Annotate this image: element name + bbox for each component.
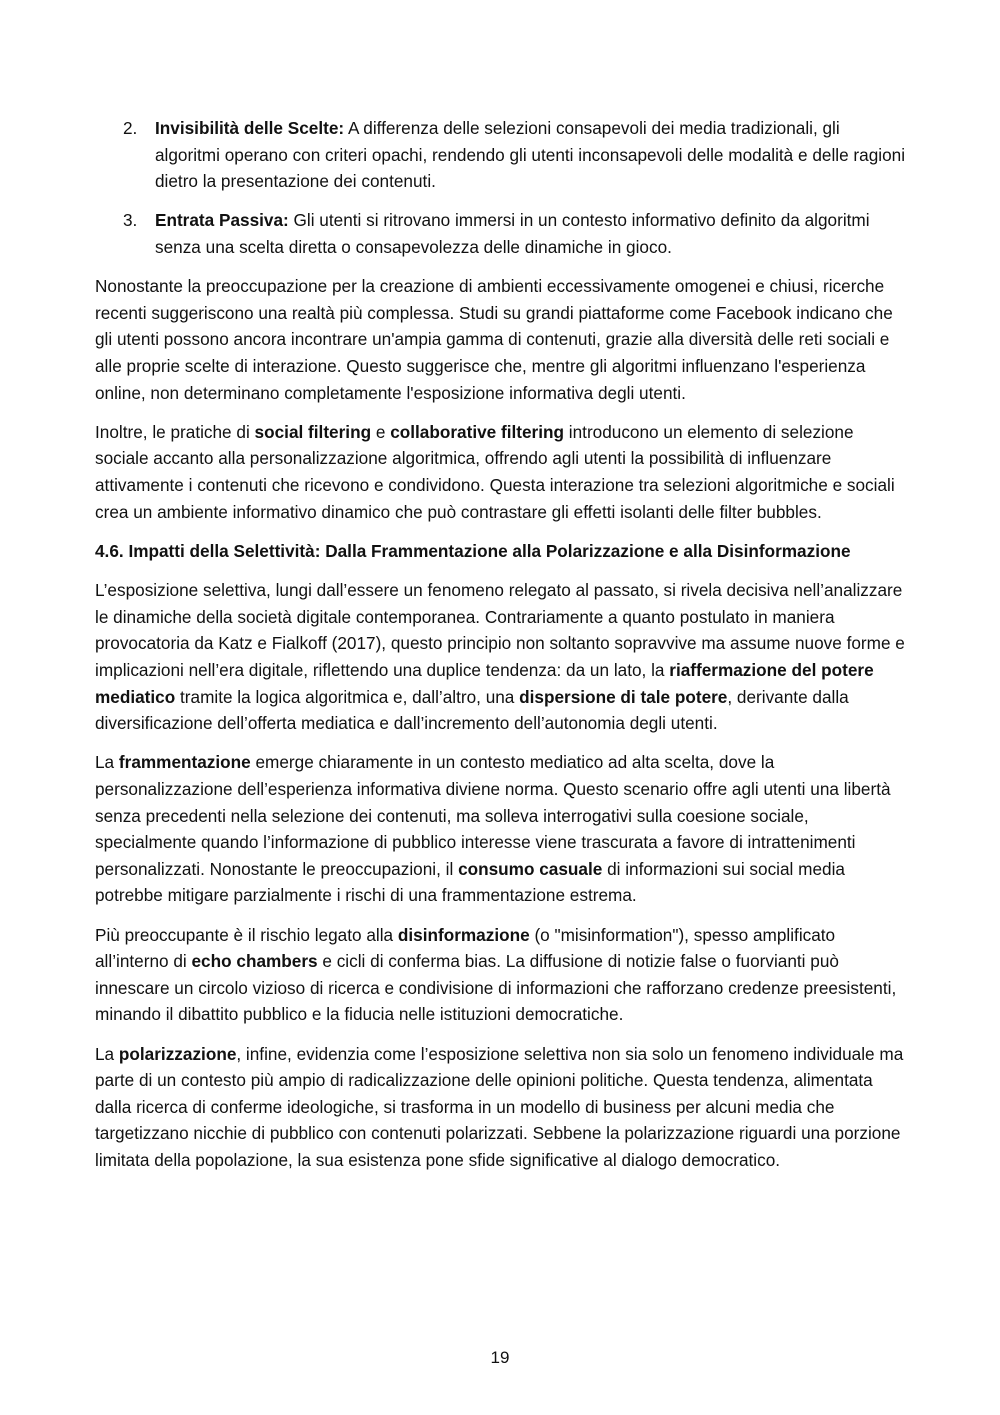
paragraph [95, 577, 907, 737]
paragraph [95, 419, 907, 525]
text-run: (o "misinformation"), spesso amplificato all’interno di [95, 924, 836, 972]
bold-term: polarizzazione [118, 1043, 237, 1064]
text-run: introducono un elemento di selezione sociale accanto alla personalizzazione algoritmica, offrendo agli utenti la possibilità di influenzare attivamente i contenuti che ricevono e condividono. Questa interazione tra selezioni algoritmiche e sociali crea un ambiente informativo dinamico che può contrastare gli effetti isolanti delle filter bubbles. [95, 421, 895, 522]
bold-term: dispersione di tale potere [519, 686, 728, 707]
list-text: Gli utenti si ritrovano immersi in un contesto informativo definito da algoritmi senza una scelta diretta o consapevolezza delle dinamiche in gioco. [155, 210, 870, 257]
page-number: 19 [490, 1348, 510, 1367]
bold-term: disinformazione [397, 924, 530, 945]
text-run: emerge chiaramente in un contesto mediatico ad alta scelta, dove la personalizzazione dell’esperienza informativa diviene norma. Questo scenario offre agli utenti una libertà senza precedenti nella selezione dei contenuti, ma solleva interrogativi sulla coesione sociale, specialmente quando l’informazione di pubblico interesse viene trascurata a favore di intrattenimenti personalizzati. Nonostante le preoccupazioni, il [95, 752, 891, 879]
bold-term: frammentazione [118, 752, 251, 773]
bold-term: riaffermazione del potere mediatico [95, 660, 874, 707]
text-run: La [95, 752, 119, 773]
paragraph [95, 749, 907, 909]
paragraph [95, 1041, 907, 1174]
bold-term: collaborative filtering [390, 421, 565, 442]
text-run: Inoltre, le pratiche di [95, 421, 255, 442]
text-run: e cicli di conferma bias. La diffusione di notizie false o fuorvianti può innescare un circolo vizioso di ricerca e condivisione di informazioni che rafforzano credenze preesistenti, minando il dibattito pubblico e la fiducia nelle istituzioni democratiche. [95, 951, 897, 1025]
numbered-list [95, 115, 907, 261]
bold-term: echo chambers [191, 951, 318, 972]
bold-term: social filtering [254, 421, 372, 442]
text-run: Più preoccupante è il rischio legato alla [95, 924, 398, 945]
text-run: di informazioni sui social media potrebbe mitigare parzialmente i rischi di una frammentazione estrema. [95, 858, 845, 906]
text-run: tramite la logica algoritmica e, dall’altro, una [175, 686, 520, 707]
bold-term: consumo casuale [458, 858, 603, 879]
list-term: Invisibilità delle Scelte: [155, 118, 345, 138]
list-number: 2. [123, 118, 138, 138]
list-item [95, 115, 907, 195]
list-term: Entrata Passiva: [155, 210, 289, 231]
section-heading: 4.6. Impatti della Selettività: Dalla Frammentazione alla Polarizzazione e alla Disinformazione [95, 540, 851, 561]
list-number: 3. [123, 210, 138, 231]
text-run: , infine, evidenzia come l’esposizione selettiva non sia solo un fenomeno individuale ma parte di un contesto più ampio di radicalizzazione delle opinioni politiche. Questa tendenza, alimentata dalla ricerca di conferme ideologiche, si trasforma in un modello di business per alcuni media che targetizzano nicchie di pubblico con contenuti polarizzati. Sebbene la polarizzazione riguardi una porzione limitata della popolazione, la sua esistenza pone sfide significative al dialogo democratico. [95, 1043, 904, 1170]
text-run: , derivante dalla diversificazione dell’offerta mediatica e dall’incremento dell’autonomia degli utenti. [95, 686, 849, 734]
text-run: e [371, 421, 391, 442]
paragraph [95, 922, 907, 1028]
page-content [95, 115, 907, 1186]
list-item [95, 207, 907, 260]
text-run: La [95, 1043, 119, 1064]
list-text: A differenza delle selezioni consapevoli dei media tradizionali, gli algoritmi operano con criteri opachi, rendendo gli utenti inconsapevoli delle modalità e delle ragioni dietro la presentazione dei contenuti. [155, 118, 906, 192]
text-run: L’esposizione selettiva, lungi dall’essere un fenomeno relegato al passato, si rivela decisiva nell’analizzare le dinamiche della società digitale contemporanea. Contrariamente a quanto postulato in maniera provocatoria da Katz e Fialkoff (2017), questo principio non soltanto sopravvive ma assume nuove forme e implicazioni nell’era digitale, riflettendo una duplice tendenza: da un lato, la [95, 580, 905, 681]
paragraph: Nonostante la preoccupazione per la creazione di ambienti eccessivamente omogenei e chiusi, ricerche recenti suggeriscono una realtà più complessa. Studi su grandi piattaforme come Facebook indicano che gli utenti possono ancora incontrare un'ampia gamma di contenuti, grazie alla diversità delle reti sociali e alle proprie scelte di interazione. Questo suggerisce che, mentre gli algoritmi influenzano l'esperienza online, non determinano completamente l'esposizione informativa degli utenti. [95, 276, 893, 403]
